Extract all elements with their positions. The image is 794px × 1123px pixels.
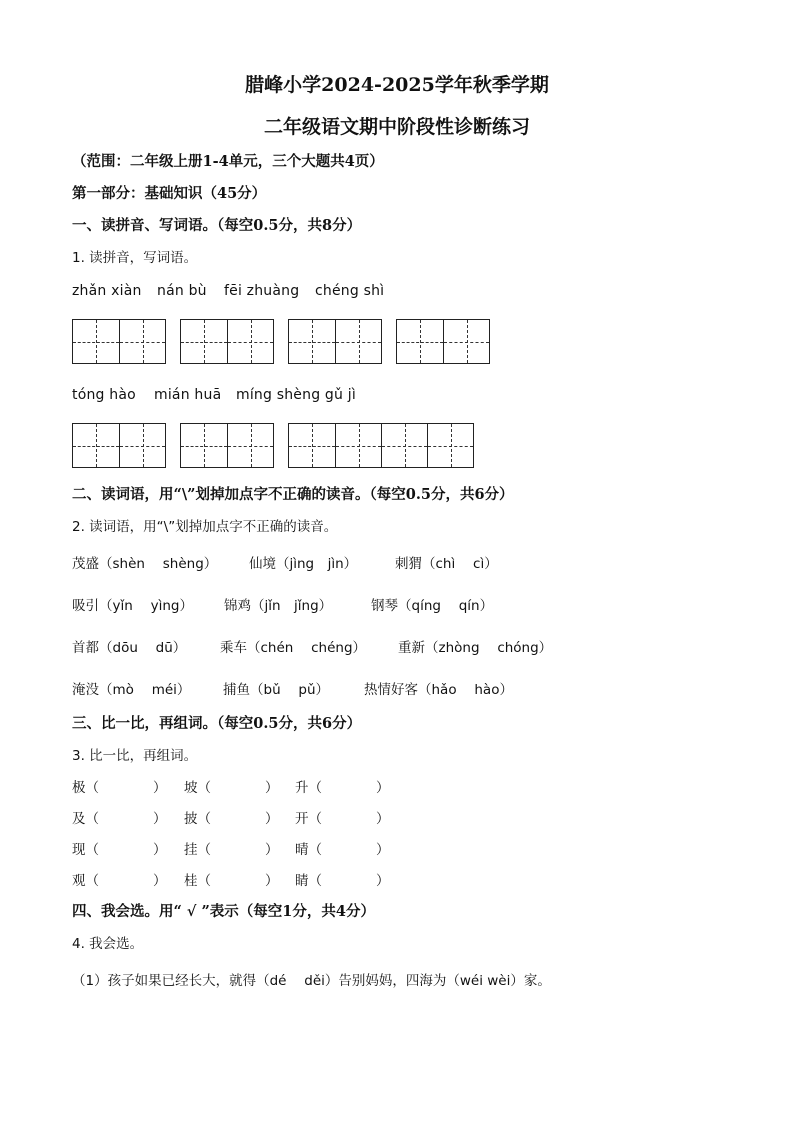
compare-item-4-2[interactable]: 桂（ ） — [184, 873, 279, 889]
pinyin-1-4: chéng shì — [315, 283, 385, 299]
scope-note: （范围：二年级上册1-4单元，三个大题共4页） — [72, 153, 384, 170]
compare-item-4-1[interactable]: 观（ ） — [72, 873, 167, 889]
section1-heading: 一、读拼音、写词语。（每空0.5分，共8分） — [72, 217, 362, 234]
writing-grid-5[interactable] — [72, 423, 166, 468]
section4-heading: 四、我会选。用“ √ ”表示（每空1分，共4分） — [72, 903, 375, 920]
writing-grid-1[interactable] — [72, 319, 166, 364]
compare-item-2-1[interactable]: 及（ ） — [72, 811, 167, 827]
reading-item-1-1: 茂盛（shèn shèng） — [72, 556, 218, 572]
reading-item-2-2: 锦鸡（jǐn jǐng） — [224, 598, 333, 614]
reading-item-3-3: 重新（zhòng chóng） — [398, 640, 553, 656]
writing-grid-7[interactable] — [288, 423, 474, 468]
compare-item-4-3[interactable]: 睛（ ） — [295, 873, 390, 889]
reading-item-3-1: 首都（dōu dū） — [72, 640, 187, 656]
writing-grid-2[interactable] — [180, 319, 274, 364]
reading-item-4-2: 捕鱼（bǔ pǔ） — [223, 682, 330, 698]
pinyin-2-2: mián huā — [154, 387, 222, 403]
part1-heading: 第一部分：基础知识（45分） — [72, 185, 267, 202]
reading-item-3-2: 乘车（chén chéng） — [220, 640, 367, 656]
pinyin-1-1: zhǎn xiàn — [72, 283, 142, 299]
reading-item-1-2: 仙境（jìng jìn） — [249, 556, 358, 572]
section2-heading: 二、读词语，用“\”划掉加点字不正确的读音。（每空0.5分，共6分） — [72, 486, 514, 503]
pinyin-2-3: míng shèng gǔ jì — [236, 387, 356, 403]
compare-item-1-1[interactable]: 极（ ） — [72, 780, 167, 796]
question-1: 1. 读拼音，写词语。 — [72, 250, 198, 266]
writing-grid-6[interactable] — [180, 423, 274, 468]
reading-item-4-3: 热情好客（hǎo hào） — [364, 682, 513, 698]
compare-item-3-2[interactable]: 挂（ ） — [184, 842, 279, 858]
compare-item-1-2[interactable]: 坡（ ） — [184, 780, 279, 796]
reading-item-1-3: 刺猬（chì cì） — [395, 556, 498, 572]
question-3: 3. 比一比，再组词。 — [72, 748, 198, 764]
title-line-2: 二年级语文期中阶段性诊断练习 — [263, 116, 530, 138]
reading-item-2-1: 吸引（yǐn yìng） — [72, 598, 193, 614]
pinyin-1-3: fēi zhuàng — [224, 283, 300, 299]
compare-item-3-3[interactable]: 晴（ ） — [295, 842, 390, 858]
section3-heading: 三、比一比，再组词。（每空0.5分，共6分） — [72, 715, 362, 732]
compare-item-1-3[interactable]: 升（ ） — [295, 780, 390, 796]
title-line-1: 腊峰小学2024-2025学年秋季学期 — [245, 74, 549, 96]
pinyin-1-2: nán bù — [157, 283, 207, 299]
compare-item-3-1[interactable]: 现（ ） — [72, 842, 167, 858]
choice-item-1[interactable]: （1）孩子如果已经长大，就得（dé děi）告别妈妈，四海为（wéi wèi）家。 — [72, 973, 551, 989]
compare-item-2-3[interactable]: 开（ ） — [295, 811, 390, 827]
reading-item-4-1: 淹没（mò méi） — [72, 682, 191, 698]
writing-grid-3[interactable] — [288, 319, 382, 364]
compare-item-2-2[interactable]: 披（ ） — [184, 811, 279, 827]
reading-item-2-3: 钢琴（qíng qín） — [371, 598, 494, 614]
writing-grid-4[interactable] — [396, 319, 490, 364]
pinyin-2-1: tóng hào — [72, 387, 136, 403]
question-4: 4. 我会选。 — [72, 936, 144, 952]
question-2: 2. 读词语，用“\”划掉加点字不正确的读音。 — [72, 519, 338, 535]
